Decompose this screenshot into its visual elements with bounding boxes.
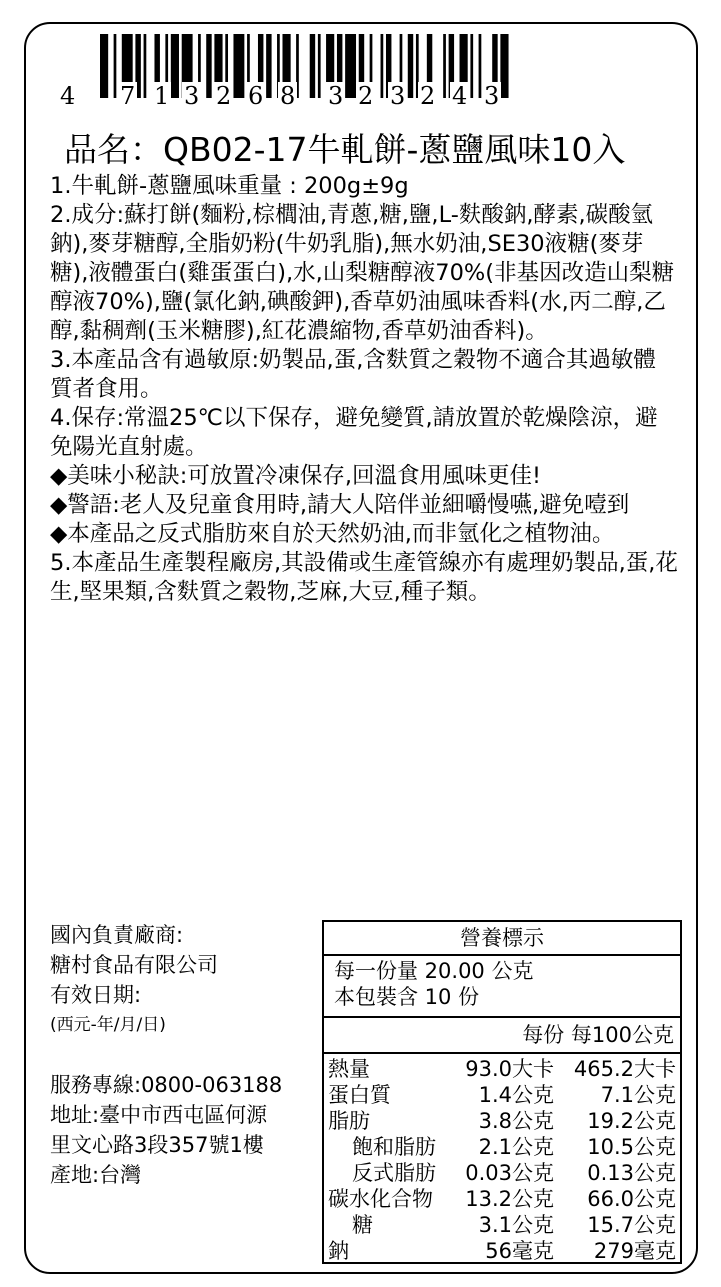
per-serving-value: 56毫克: [485, 1239, 554, 1263]
barcode-digit: 7: [120, 82, 136, 110]
barcode-digit: 3: [390, 82, 406, 110]
per-100g-value: 19.2公克: [587, 1109, 676, 1133]
nutrition-row: [324, 1238, 680, 1264]
weight-line: 1.牛軋餅-蔥鹽風味重量 : 200g±9g: [50, 173, 409, 199]
nutrition-header: 每份 每100公克: [324, 1018, 680, 1054]
nutrient-name: 反式脂肪: [352, 1161, 436, 1185]
nutrition-serving: [324, 956, 680, 1018]
per-100g-value: 0.13公克: [587, 1161, 676, 1185]
per-100g-value: 7.1公克: [600, 1083, 676, 1107]
per-100g-value: 465.2大卡: [573, 1057, 676, 1081]
per-100g-value: 10.5公克: [587, 1135, 676, 1159]
barcode-digit: 4: [452, 82, 468, 110]
nutrient-name: 鈉: [328, 1239, 349, 1263]
nutrient-name: 碳水化合物: [328, 1187, 433, 1211]
company-info: [50, 920, 282, 1190]
serving-size: 每一份量 20.00 公克: [334, 959, 534, 983]
nutrient-name: 熱量: [328, 1057, 370, 1081]
barcode-digit: 3: [184, 82, 200, 110]
origin-line: 產地:台灣: [50, 1163, 142, 1187]
nutrition-table: [322, 920, 682, 1264]
nutrition-row: [324, 1082, 680, 1108]
nutrient-name: 糖: [352, 1213, 373, 1237]
barcode-digit: 2: [420, 82, 436, 110]
barcode-digit: 3: [484, 82, 500, 110]
barcode-digit: 2: [216, 82, 232, 110]
barcode-digits: [58, 82, 518, 108]
barcode-digit: 1: [154, 82, 170, 110]
nutrition-rows: [324, 1054, 680, 1264]
allergen-line: 3.本產品含有過敏原:奶製品,蛋,含麩質之穀物不適合其過敏體質者食用。: [50, 347, 656, 402]
nutrition-row: [324, 1212, 680, 1238]
storage-line: 4.保存:常溫25℃以下保存，避免變質,請放置於乾燥陰涼，避免陽光直射處。: [50, 405, 658, 460]
nutrient-name: 脂肪: [328, 1109, 370, 1133]
barcode-digit: 6: [248, 82, 264, 110]
servings-per-pack: 本包裝含 10 份: [334, 985, 480, 1009]
per-serving-value: 0.03公克: [465, 1161, 554, 1185]
per-serving-value: 93.0大卡: [465, 1057, 554, 1081]
nutrition-row: [324, 1056, 680, 1082]
address-line-2: 里文心路3段357號1樓: [50, 1133, 264, 1157]
per-100g-value: 15.7公克: [587, 1213, 676, 1237]
barcode-digit: 8: [280, 82, 296, 110]
product-description: [50, 172, 678, 607]
barcode-digit: 3: [328, 82, 344, 110]
company-name: 糖村食品有限公司: [50, 953, 218, 977]
tip-line: ◆美味小秘訣:可放置冷凍保存,回溫食用風味更佳!: [50, 463, 542, 489]
nutrition-row: [324, 1186, 680, 1212]
product-title: 品名：QB02-17牛軋餅-蔥鹽風味10入: [64, 130, 626, 169]
per-100g-value: 279毫克: [593, 1239, 676, 1263]
nutrition-title: 營養標示: [324, 922, 680, 956]
warning-line: ◆警語:老人及兒童食用時,請大人陪伴並細嚼慢嚥,避免噎到: [50, 492, 630, 518]
ingredients-line: 2.成分:蘇打餅(麵粉,棕櫚油,青蔥,糖,鹽,L-麩酸鈉,酵素,碳酸氫鈉),麥芽糖醇,全脂奶粉(牛奶乳脂),無水奶油,SE30液糖(麥芽糖),液體蛋白(雞蛋蛋白),水,山梨糖醇液70%(非基因改造山梨糖醇液70%),鹽(氯化鈉,碘酸鉀),香草奶油風味香料(水,丙二醇,乙醇,黏稠劑(玉米糖膠),紅花濃縮物,香草奶油香料)。: [50, 202, 675, 344]
barcode-digit: 2: [358, 82, 374, 110]
per-serving-value: 3.8公克: [478, 1109, 554, 1133]
address-line-1: 地址:臺中市西屯區何源: [50, 1103, 268, 1127]
responsible-label: 國內負責廠商:: [50, 923, 184, 947]
facility-line: 5.本產品生產製程廠房,其設備或生產管線亦有處理奶製品,蛋,花生,堅果類,含麩質之穀物,芝麻,大豆,種子類。: [50, 550, 678, 605]
per-serving-value: 13.2公克: [465, 1187, 554, 1211]
per-serving-value: 3.1公克: [478, 1213, 554, 1237]
expiry-label: 有效日期:: [50, 983, 142, 1007]
expiry-format: (西元-年/月/日): [50, 1015, 166, 1035]
nutrient-name: 蛋白質: [328, 1083, 391, 1107]
nutrition-row: [324, 1108, 680, 1134]
trans-fat-line: ◆本產品之反式脂肪來自於天然奶油,而非氫化之植物油。: [50, 521, 615, 547]
per-serving-value: 2.1公克: [478, 1135, 554, 1159]
service-line: 服務專線:0800-063188: [50, 1073, 283, 1097]
nutrition-row: [324, 1160, 680, 1186]
barcode-digit: 4: [60, 82, 76, 110]
nutrition-row: [324, 1134, 680, 1160]
per-100g-value: 66.0公克: [587, 1187, 676, 1211]
nutrient-name: 飽和脂肪: [352, 1135, 436, 1159]
per-serving-value: 1.4公克: [478, 1083, 554, 1107]
